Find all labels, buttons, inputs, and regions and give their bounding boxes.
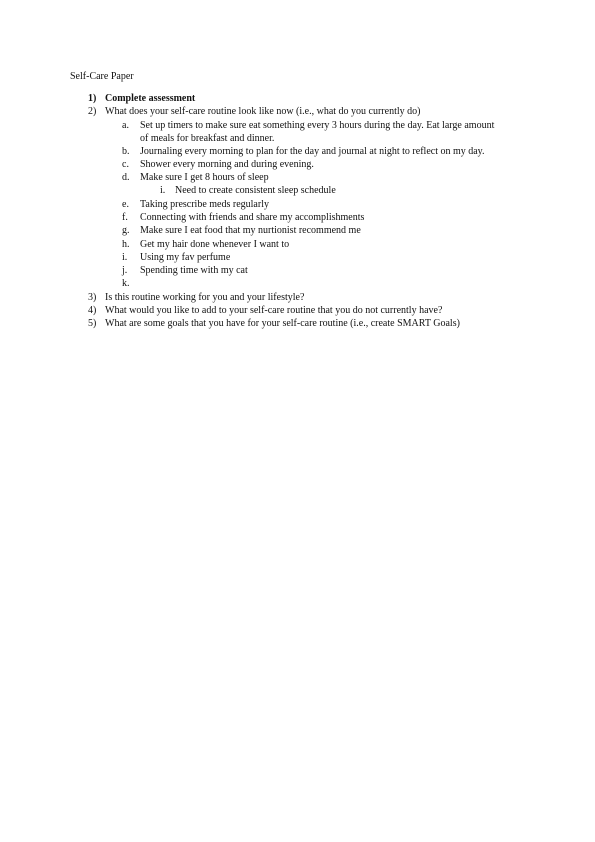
sublist-letter: c. <box>122 159 129 170</box>
list-number: 4) <box>88 305 97 316</box>
subsublist-text: Need to create consistent sleep schedule <box>175 185 336 196</box>
list-number: 5) <box>88 318 97 329</box>
sublist-text: Using my fav perfume <box>140 252 231 263</box>
list-number: 2) <box>88 106 97 117</box>
sublist-text: Connecting with friends and share my accomplishments <box>140 212 365 223</box>
sublist-letter: k. <box>122 278 130 289</box>
sublist-letter: d. <box>122 172 130 183</box>
sublist-letter: g. <box>122 225 130 236</box>
sublist-letter: e. <box>122 199 129 210</box>
sublist-letter: h. <box>122 239 130 250</box>
list-number: 1) <box>88 93 97 104</box>
sublist-text: Taking prescribe meds regularly <box>140 199 269 210</box>
document-title: Self-Care Paper <box>70 71 134 82</box>
subsublist-number: i. <box>160 185 166 196</box>
sublist-letter: a. <box>122 120 129 131</box>
sublist-text: Get my hair done whenever I want to <box>140 239 290 250</box>
list-number: 3) <box>88 292 97 303</box>
sublist-text: Make sure I eat food that my nurtionist recommend me <box>140 225 361 236</box>
sublist-letter: b. <box>122 146 130 157</box>
list-text: What are some goals that you have for your self-care routine (i.e., create SMART Goals) <box>105 318 460 329</box>
sublist-text: Spending time with my cat <box>140 265 248 276</box>
sublist-text: of meals for breakfast and dinner. <box>140 133 275 144</box>
list-text: What would you like to add to your self-care routine that you do not currently have? <box>105 305 443 316</box>
list-text: What does your self-care routine look like now (i.e., what do you currently do) <box>105 106 421 117</box>
sublist-text: Journaling every morning to plan for the day and journal at night to reflect on my day. <box>140 146 485 157</box>
sublist-letter: i. <box>122 252 128 263</box>
sublist-letter: f. <box>122 212 128 223</box>
list-text: Complete assessment <box>105 93 196 104</box>
sublist-letter: j. <box>122 265 128 276</box>
sublist-text: Set up timers to make sure eat something every 3 hours during the day. Eat large amount <box>140 120 495 131</box>
list-text: Is this routine working for you and your lifestyle? <box>105 292 305 303</box>
sublist-text: Make sure I get 8 hours of sleep <box>140 172 269 183</box>
sublist-text: Shower every morning and during evening. <box>140 159 314 170</box>
